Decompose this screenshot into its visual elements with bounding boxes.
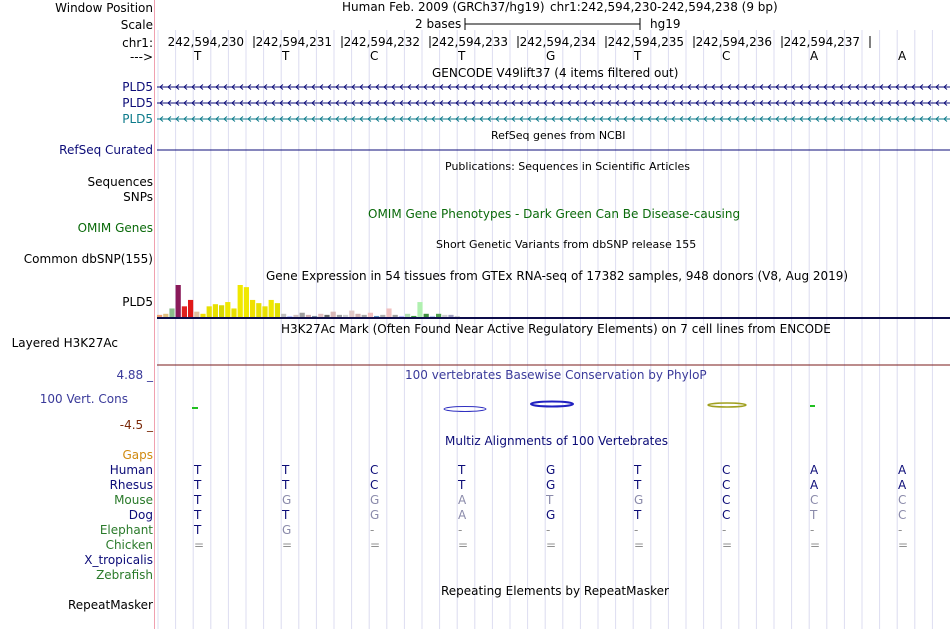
gtex-tissue-bar [207,306,212,317]
gtex-tissue-bar [436,314,441,317]
dbsnp-label[interactable]: Common dbSNP(155) [23,252,153,266]
chrom-label: chr1: [122,36,153,50]
pubs-title[interactable]: Publications: Sequences in Scientific Articles [445,160,690,173]
refseq-title[interactable]: RefSeq genes from NCBI [491,129,626,142]
gtex-tissue-bar [386,308,391,317]
phylop-mark [192,407,198,409]
alignment-base: - [458,523,463,537]
alignment-base: - [898,523,903,537]
species-label[interactable]: Dog [128,508,153,522]
alignment-base: T [634,508,642,522]
gtex-tissue-bar [188,300,193,317]
assembly-text: Human Feb. 2009 (GRCh37/hg19) [342,0,545,14]
gtex-tissue-bar [430,316,435,317]
gtex-tissue-bar [393,315,398,317]
alignment-base: T [194,523,202,537]
alignment-base: = [282,538,293,552]
alignment-base: T [194,493,202,507]
alignment-base: T [546,493,554,507]
gtex-tissue-bar [424,314,429,317]
gtex-tissue-bar [287,316,292,317]
alignment-base: G [282,523,292,537]
alignment-base: T [194,478,202,492]
refseq-label[interactable]: RefSeq Curated [59,143,153,157]
gtex-tissue-bar [399,316,404,317]
gtex-tissue-bar [324,315,329,317]
gtex-tissue-bar [262,306,267,317]
gtex-tissue-bar [157,315,162,317]
gencode-item-label-2[interactable]: PLD5 [122,96,153,110]
alignment-base: - [370,523,375,537]
gtex-tissue-bar [219,305,224,317]
reference-base: T [458,49,466,63]
gtex-tissue-bar [169,308,174,317]
alignment-base: C [810,493,819,507]
gtex-tissue-bar [331,312,336,317]
gtex-tissue-bar [318,314,323,317]
species-label[interactable]: Chicken [105,538,153,552]
gtex-tissue-bar [455,316,460,317]
scale-label: Scale [120,18,153,32]
species-label[interactable]: Mouse [114,493,153,507]
alignment-base: A [898,478,907,492]
coordinate-label: 242,594,231 [255,35,332,49]
gtex-tissue-bar [417,302,422,317]
alignment-base: T [810,508,818,522]
gencode-item-label-1[interactable]: PLD5 [122,80,153,94]
alignment-base: = [546,538,557,552]
alignment-base: - [546,523,551,537]
db-text: hg19 [650,17,681,31]
dbsnp-title[interactable]: Short Genetic Variants from dbSNP release 155 [436,238,697,251]
alignment-base: T [282,508,290,522]
alignment-base: T [634,463,642,477]
coordinate-label: 242,594,236 [695,35,772,49]
phylop-mark [444,407,486,412]
alignment-base: = [898,538,909,552]
phylop-mark [810,405,815,407]
alignment-base: T [458,478,466,492]
gtex-tissue-bar [256,303,261,317]
alignment-base: C [722,508,731,522]
coordinate-label: 242,594,232 [343,35,420,49]
gaps-label[interactable]: Gaps [122,448,153,462]
alignment-base: G [546,463,556,477]
alignment-base: = [810,538,821,552]
gtex-tissue-bar [293,315,298,317]
omim-label[interactable]: OMIM Genes [77,221,153,235]
position-text: chr1:242,594,230-242,594,238 (9 bp) [550,0,778,14]
phylop-label[interactable]: 100 Vert. Cons [39,392,128,406]
alignment-base: C [898,508,907,522]
gtex-tissue-bar [349,311,354,317]
reference-base: T [634,49,642,63]
gtex-tissue-bar [182,306,187,317]
alignment-base: G [282,493,292,507]
alignment-base: - [722,523,727,537]
gtex-tissue-bar [306,315,311,317]
multiz-title[interactable]: Multiz Alignments of 100 Vertebrates [445,434,669,448]
repeatmasker-label[interactable]: RepeatMasker [67,598,153,612]
alignment-base: G [370,508,380,522]
snps-label[interactable]: SNPs [123,190,153,204]
coordinate-label: 242,594,230 [167,35,244,49]
gtex-tissue-bar [200,314,205,317]
gtex-tissue-bar [176,285,181,317]
species-label[interactable]: Zebrafish [96,568,153,582]
reference-base: A [898,49,907,63]
alignment-base: T [194,508,202,522]
gtex-tissue-bar [194,312,199,317]
gencode-title[interactable]: GENCODE V49lift37 (4 items filtered out) [432,66,679,80]
alignment-base: C [370,463,379,477]
gtex-tissue-bar [442,315,447,317]
gtex-tissue-bar [269,300,274,317]
reference-base: C [722,49,731,63]
alignment-base: = [370,538,381,552]
h3k27ac-label[interactable]: Layered H3K27Ac [11,336,118,350]
phylop-max-label: 4.88 _ [116,368,153,382]
gtex-tissue-bar [275,303,280,317]
gtex-tissue-bar [374,316,379,317]
alignment-base: C [722,493,731,507]
phylop-mark [708,403,746,407]
omim-title[interactable]: OMIM Gene Phenotypes - Dark Green Can Be Disease-causing [368,207,741,221]
alignment-base: - [810,523,815,537]
gtex-tissue-bar [231,308,236,317]
gtex-label[interactable]: PLD5 [122,295,153,309]
gtex-tissue-bar [405,314,410,317]
gencode-item-label-3[interactable]: PLD5 [122,112,153,126]
species-label[interactable]: Rhesus [109,478,153,492]
alignment-base: A [810,478,819,492]
alignment-base: G [546,508,556,522]
alignment-base: C [722,478,731,492]
gtex-tissue-bar [300,313,305,317]
alignment-base: T [282,463,290,477]
gtex-tissue-bar [343,315,348,317]
alignment-base: G [634,493,644,507]
alignment-base: C [722,463,731,477]
coordinate-label: 242,594,235 [607,35,684,49]
gtex-tissue-bar [362,315,367,317]
alignment-base: A [458,508,467,522]
rmsk-title[interactable]: Repeating Elements by RepeatMasker [441,584,669,598]
alignment-base: G [546,478,556,492]
gtex-tissue-bar [355,314,360,317]
gtex-tissue-bar [238,285,243,317]
reference-base: G [546,49,556,63]
reference-base: C [370,49,379,63]
alignment-base: = [722,538,733,552]
phylop-mark [531,402,573,407]
gtex-tissue-bar [225,302,230,317]
alignment-base: T [458,463,466,477]
gtex-title[interactable]: Gene Expression in 54 tissues from GTEx RNA-seq of 17382 samples, 948 donors (V8, Aug 2019) [266,269,849,283]
alignment-base: A [898,463,907,477]
alignment-base: = [458,538,469,552]
alignment-base: A [458,493,467,507]
gtex-tissue-bar [163,314,168,317]
species-label[interactable]: X_tropicalis [84,553,153,567]
alignment-base: C [898,493,907,507]
phylop-min-label: -4.5 _ [119,418,153,432]
gtex-tissue-bar [448,315,453,317]
alignment-base: = [634,538,645,552]
gtex-tissue-bar [312,316,317,317]
alignment-base: - [634,523,639,537]
species-label[interactable]: Elephant [99,523,153,537]
coordinate-label: 242,594,237 [783,35,860,49]
gtex-tissue-bar [213,304,218,317]
reference-base: T [194,49,202,63]
gtex-tissue-bar [250,300,255,317]
window-position-label: Window Position [55,1,153,15]
h3k27ac-title[interactable]: H3K27Ac Mark (Often Found Near Active Regulatory Elements) on 7 cell lines from ENCODE [281,322,831,336]
scale-bar-text: 2 bases [415,17,462,31]
species-label[interactable]: Human [109,463,153,477]
alignment-base: T [634,478,642,492]
alignment-base: = [194,538,205,552]
alignment-base: A [810,463,819,477]
gtex-tissue-bar [244,287,249,317]
alignment-base: T [194,463,202,477]
alignment-base: T [282,478,290,492]
coordinate-label: 242,594,233 [431,35,508,49]
sequences-label[interactable]: Sequences [87,175,153,189]
strand-label: ---> [129,50,153,64]
gtex-tissue-bar [368,313,373,317]
alignment-base: C [370,478,379,492]
reference-base: T [282,49,290,63]
gtex-tissue-bar [380,315,385,317]
gtex-tissue-bar [411,316,416,317]
gtex-tissue-bar [337,315,342,317]
gtex-tissue-bar [281,314,286,317]
coordinate-label: 242,594,234 [519,35,596,49]
alignment-base: G [370,493,380,507]
reference-base: A [810,49,819,63]
phylop-title[interactable]: 100 vertebrates Basewise Conservation by PhyloP [405,368,707,382]
